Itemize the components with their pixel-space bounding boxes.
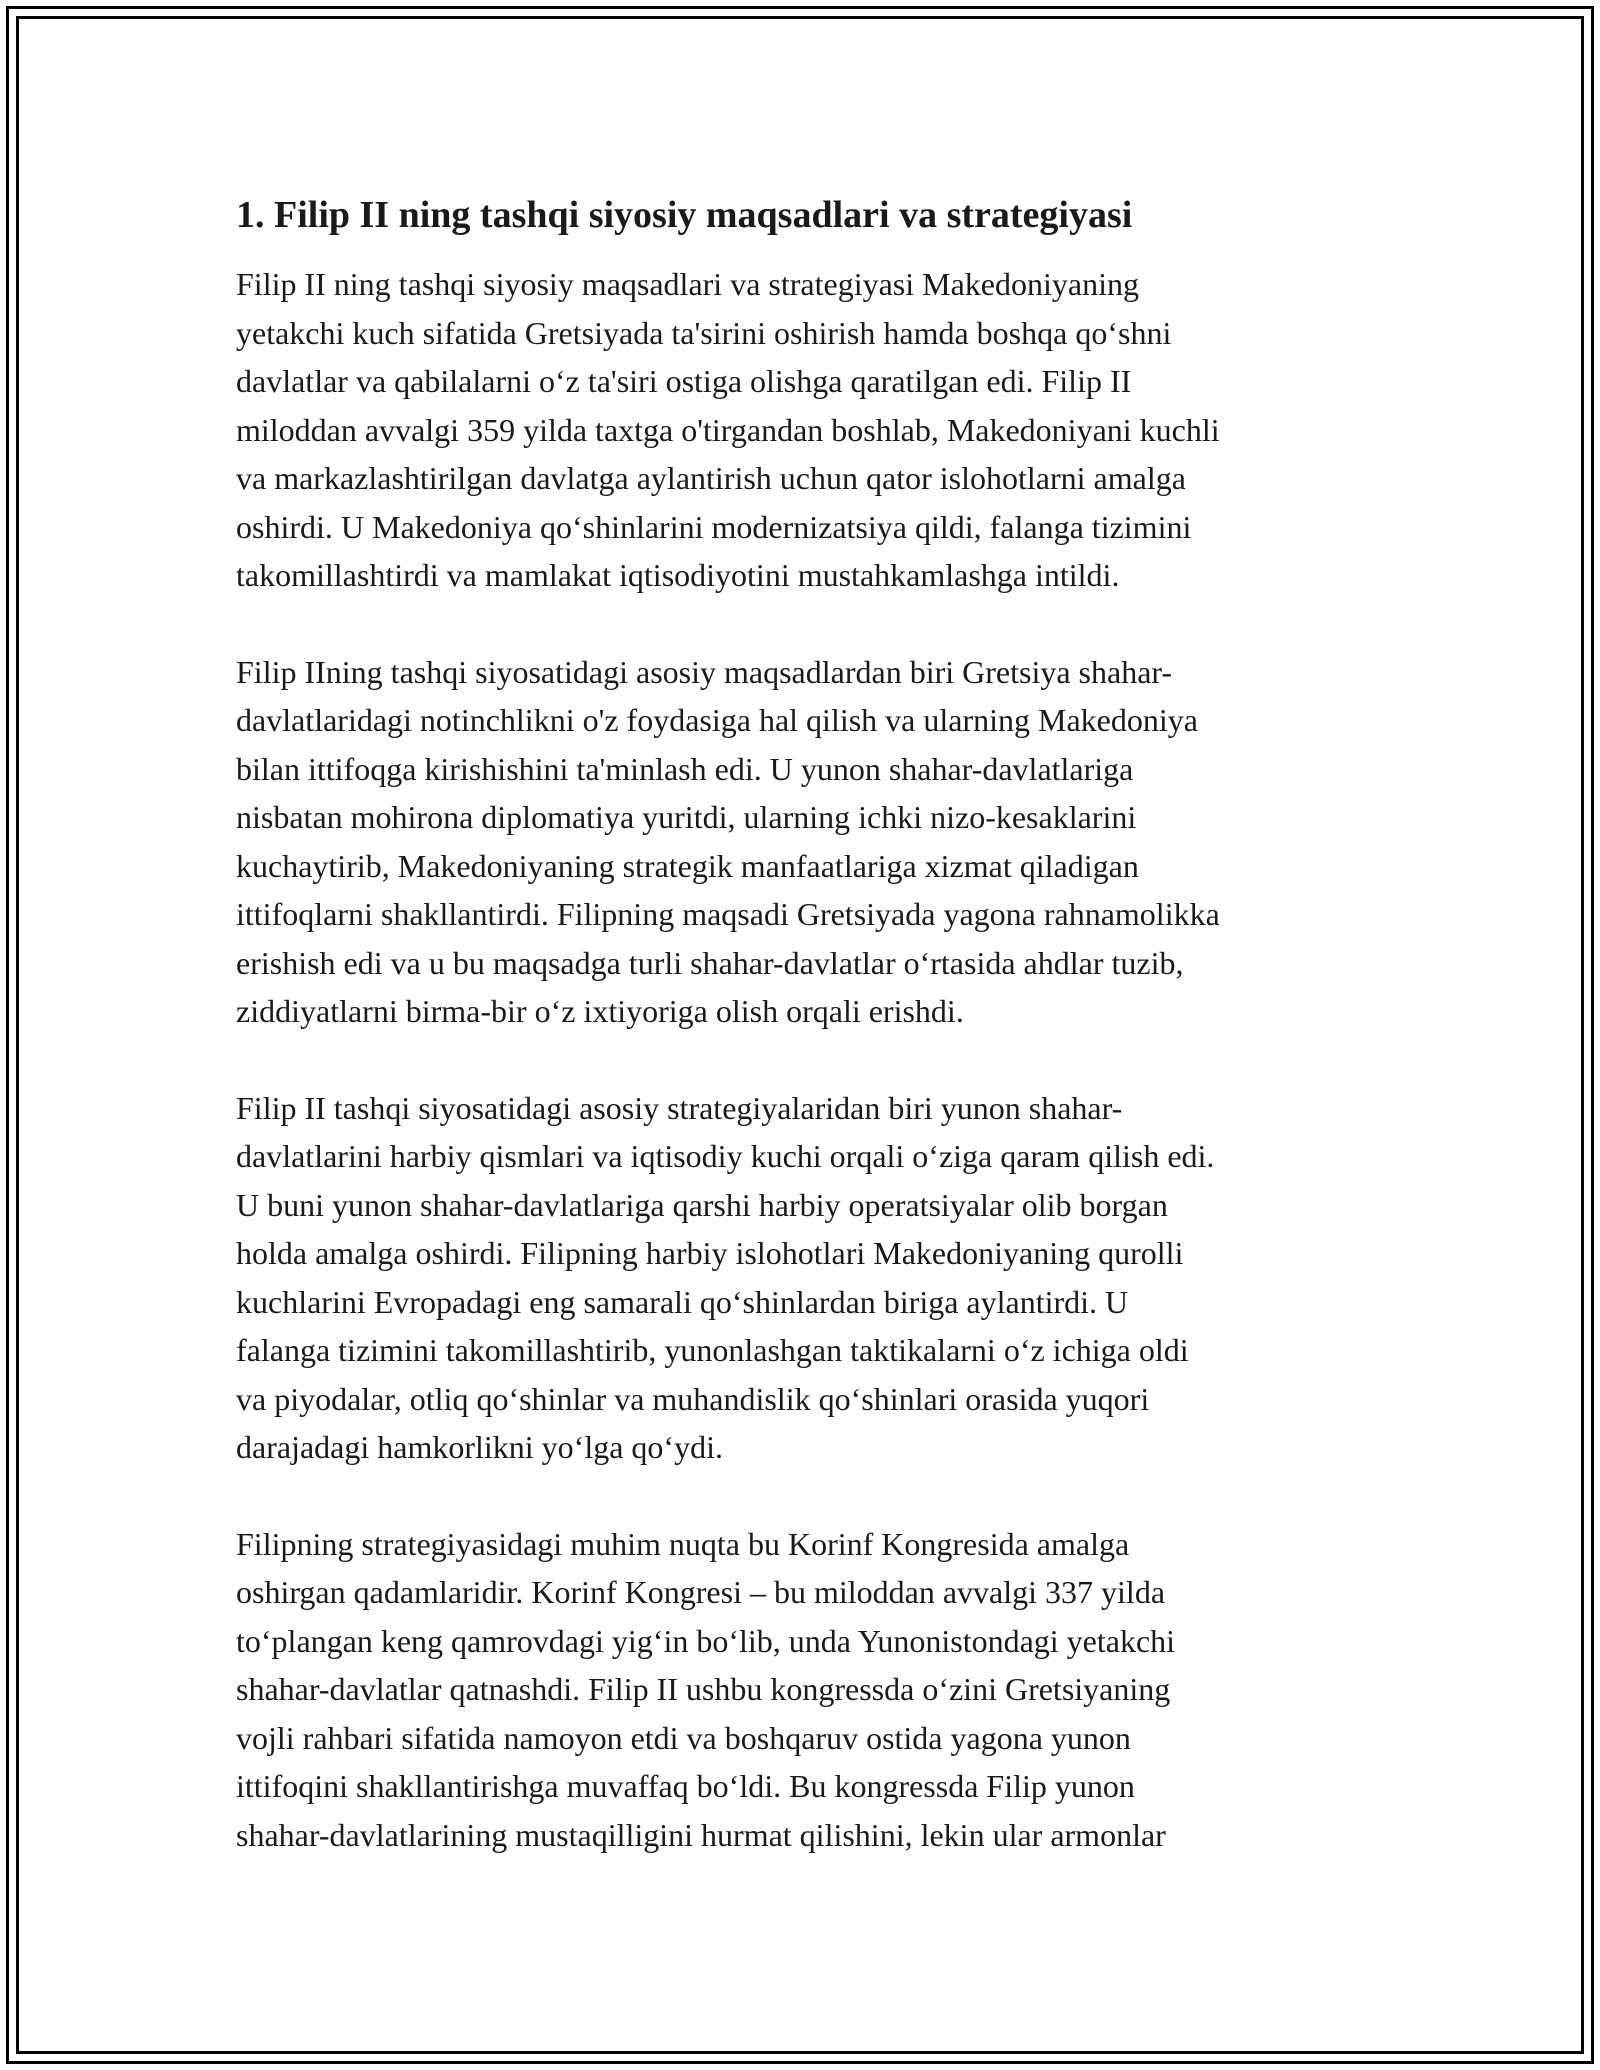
paragraph-2	[236, 648, 1366, 1036]
text-line: davlatlaridagi notinchlikni o'z foydasiga hal qilish va ularning Makedoniya	[236, 702, 1198, 738]
text-line: bilan ittifoqga kirishishini ta'minlash edi. U yunon shahar-davlatlariga	[236, 750, 1134, 787]
text-line: oshirgan qadamlaridir. Korinf Kongresi – bu miloddan avvalgi 337 yilda	[236, 1574, 1166, 1610]
text-line: shahar-davlatlar qatnashdi. Filip II ushbu kongressda o‘zini Gretsiyaning	[236, 1671, 1171, 1707]
paragraph-4	[236, 1520, 1366, 1860]
text-line: shahar-davlatlarining mustaqilligini hurmat qilishini, lekin ular armonlar	[236, 1816, 1166, 1853]
text-line: to‘plangan keng qamrovdagi yig‘in bo‘lib, unda Yunonistondagi yetakchi	[236, 1622, 1176, 1659]
text-line: ittifoqlarni shakllantirdi. Filipning maqsadi Gretsiyada yagona rahnamolikka	[236, 896, 1220, 932]
text-line: va piyodalar, otliq qo‘shinlar va muhandislik qo‘shinlari orasida yuqori	[236, 1380, 1150, 1417]
text-line: ziddiyatlarni birma-bir o‘z ixtiyoriga olish orqali erishdi.	[236, 993, 964, 1029]
text-line: kuchaytirib, Makedoniyaning strategik manfaatlariga xizmat qiladigan	[236, 847, 1139, 884]
section-heading: 1. Filip II ning tashqi siyosiy maqsadlari va strategiyasi	[236, 194, 1133, 236]
document-body	[236, 190, 1366, 1907]
text-line: Filip IIning tashqi siyosatidagi asosiy maqsadlardan biri Gretsiya shahar-	[236, 653, 1173, 690]
text-line: davlatlarini harbiy qismlari va iqtisodiy kuchi orqali o‘ziga qaram qilish edi.	[236, 1138, 1215, 1174]
text-line: oshirdi. U Makedoniya qo‘shinlarini modernizatsiya qildi, falanga tizimini	[236, 508, 1192, 545]
paragraph-1	[236, 260, 1366, 600]
text-line: erishish edi va u bu maqsadga turli shahar-davlatlar o‘rtasida ahdlar tuzib,	[236, 944, 1184, 981]
text-line: falanga tizimini takomillashtirib, yunonlashgan taktikalarni o‘z ichiga oldi	[236, 1332, 1189, 1368]
text-line: kuchlarini Evropadagi eng samarali qo‘shinlardan biriga aylantirdi. U	[236, 1283, 1129, 1320]
text-line: yetakchi kuch sifatida Gretsiyada ta'sirini oshirish hamda boshqa qo‘shni	[236, 314, 1172, 351]
text-line: nisbatan mohirona diplomatiya yuritdi, ularning ichki nizo-kesaklarini	[236, 799, 1137, 835]
text-line: ittifoqini shakllantirishga muvaffaq bo‘ldi. Bu kongressda Filip yunon	[236, 1768, 1135, 1804]
text-line: takomillashtirdi va mamlakat iqtisodiyotini mustahkamlashga intildi.	[236, 557, 1120, 593]
text-line: Filip II tashqi siyosatidagi asosiy strategiyalaridan biri yunon shahar-	[236, 1089, 1123, 1126]
paragraph-3	[236, 1084, 1366, 1472]
text-line: davlatlar va qabilalarni o‘z ta'siri ostiga olishga qaratilgan edi. Filip II	[236, 363, 1132, 399]
text-line: Filip II ning tashqi siyosiy maqsadlari va strategiyasi Makedoniyaning	[236, 266, 1139, 302]
text-line: darajadagi hamkorlikni yo‘lga qo‘ydi.	[236, 1429, 723, 1465]
text-line: U buni yunon shahar-davlatlariga qarshi harbiy operatsiyalar olib borgan	[236, 1186, 1168, 1223]
text-line: holda amalga oshirdi. Filipning harbiy islohotlari Makedoniyaning qurolli	[236, 1235, 1184, 1271]
text-line: vojli rahbari sifatida namoyon etdi va boshqaruv ostida yagona yunon	[236, 1719, 1131, 1756]
text-line: miloddan avvalgi 359 yilda taxtga o'tirgandan boshlab, Makedoniyani kuchli	[236, 411, 1220, 448]
text-line: Filipning strategiyasidagi muhim nuqta bu Korinf Kongresida amalga	[236, 1525, 1130, 1562]
text-line: va markazlashtirilgan davlatga aylantirish uchun qator islohotlarni amalga	[236, 460, 1186, 496]
